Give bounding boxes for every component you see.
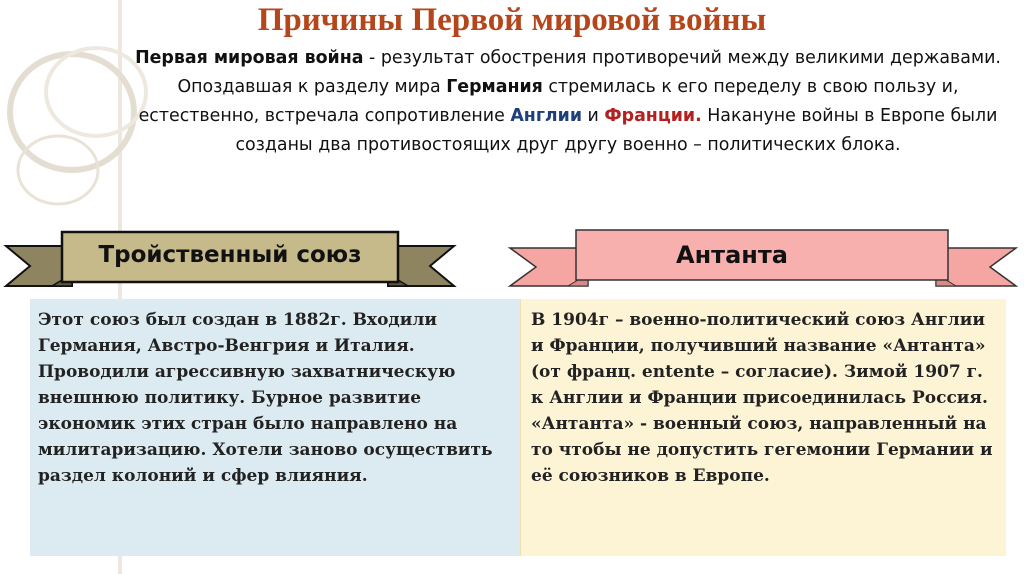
intro-france: Франции.	[604, 106, 702, 126]
intro-text-4: Накануне войны в Европе были созданы два противостоящих друг другу военно – политических блока.	[235, 106, 998, 155]
page-title: Причины Первой мировой войны	[257, 2, 767, 38]
ribbon-entente	[506, 226, 1022, 290]
intro-england: Англии	[510, 106, 583, 126]
intro-germany: Германия	[446, 77, 543, 97]
triple-alliance-panel	[30, 299, 520, 556]
intro-text-3: и	[582, 106, 605, 126]
intro-term: Первая мировая война	[135, 48, 364, 68]
ribbon-triple-alliance	[0, 226, 460, 290]
intro-text-2: стремилась к его переделу в свою пользу и, естественно, встречала сопротивление	[138, 77, 959, 126]
entente-panel	[520, 299, 1006, 556]
ribbon-left-label: Тройственный союз	[98, 242, 362, 268]
intro-text-1: - результат обострения противоречий между великими державами. Опоздавшая к разделу мира	[177, 48, 1001, 97]
intro-paragraph	[118, 44, 1018, 160]
entente-text: В 1904г – военно-политический союз Англии и Франции, получивший название «Антанта» (от франц. entente – согласие). Зимой 1907 г. к Англии и Франции присоединилась Россия. «Антанта» - военный союз, направленный на то чтобы не допустить гегемонии Германии и её союзников в Европе.	[531, 310, 993, 486]
ribbon-right-label: Антанта	[676, 241, 788, 269]
triple-alliance-text: Этот союз был создан в 1882г. Входили Германия, Австро-Венгрия и Италия. Проводили агрессивную захватническую внешнюю политику. Бурное развитие экономик этих стран было направлено на милитаризацию. Хотели заново осуществить раздел колоний и сфер влияния.	[38, 310, 493, 486]
